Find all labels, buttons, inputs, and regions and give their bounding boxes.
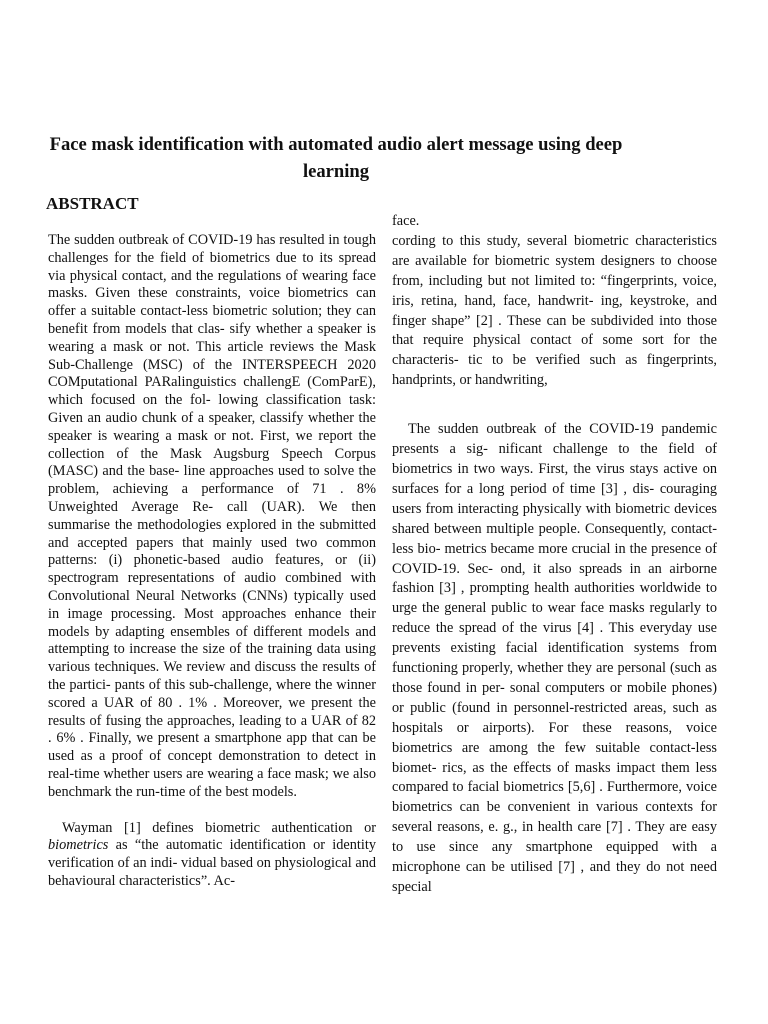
- right-column: [392, 212, 717, 898]
- intro-text-start: Wayman [1] defines biometric authentication or: [62, 819, 376, 836]
- left-column: [48, 232, 376, 891]
- abstract-paragraph: The sudden outbreak of COVID-19 has resulted in tough challenges for the field of biometrics due to its spread via physical contact, and the regulations of wearing face masks. Given these constraints, voice biometrics can offer a suitable contact-less biometric solution; they can benefit from models that clas- sify whether a speaker is wearing a mask or not. This article reviews the Mask Sub-Challenge (MSC) of the INTERSPEECH 2020 COMputational PARalinguistics challengE (ComParE), which focused on the fol- lowing classification task: Given an audio chunk of a speaker, classify whether the speaker is wearing a mask or not. First, we report the collection of the Mask Augsburg Speech Corpus (MASC) and the base- line approaches used to solve the problem, achieving a performance of 71 . 8% Unweighted Average Re- call (UAR). We then summarise the methodologies explored in the submitted and accepted papers that mainly used two common patterns: (i) phonetic-based audio features, or (ii) spectrogram representations of audio combined with Convolutional Neural Networks (CNNs) typically used in image processing. Most approaches enhance their models by adapting ensembles of different models and attempting to increase the size of the training data using various techniques. We review and discuss the results of the partici- pants of this sub-challenge, where the winner scored a UAR of 80 . 1% . Moreover, we present the results of fusing the approaches, leading to a UAR of 82 . 6% . Finally, we present a smartphone app that can be used as a proof of concept demonstration to detect in real-time whether users are wearing a face mask; we also benchmark the run-time of the best models.: [48, 232, 376, 800]
- intro-term: biometrics: [48, 837, 109, 854]
- covid-challenge-paragraph: The sudden outbreak of the COVID-19 pandemic presents a sig- nificant challenge to the field of biometrics in two ways. First, the virus stays active on surfaces for a long period of time [3] , dis- couraging users from interacting physically with biometric devices shared between multiple people. Consequently, contact-less bio- metrics became more crucial in the presence of COVID-19. Sec- ond, it also spreads in an airborne fashion [3] , prompting health authorities worldwide to urge the general public to wear face masks regularly to reduce the spread of the virus [4] . This everyday use prevents existing facial identification systems from functioning properly, whether they are personal (such as those found in per- sonal computers or mobile phones) or public (found in personnel-restricted areas, such as hospitals or airports). For these reasons, voice biometrics are among the few suitable contact-less biomet- rics, as the effects of masks impact them less compared to facial biometrics [5,6] . Furthermore, voice biometrics can be convenient in various contexts for several reasons, e. g., in health care [7] . They are easy to use since any smartphone equipped with a microphone can be utilised [7] , and they do not need special: [392, 421, 717, 895]
- column-fragment: face.: [392, 213, 420, 229]
- intro-paragraph: [48, 820, 376, 891]
- abstract-heading: ABSTRACT: [46, 194, 139, 213]
- intro-text-end: as “the automatic identification or identity verification of an indi- vidual based on physiological and behavioural characteristics”. Ac-: [48, 837, 376, 889]
- biometric-characteristics-paragraph: cording to this study, several biometric characteristics are available for biometric system designers to choose from, including but not limited to: “fingerprints, voice, iris, retina, hand, face, handwrit- ing, keystroke, and finger shape” [2] . These can be subdivided into those that require physical contact of some sort for the characteris- tic to be verified such as fingerprints, handprints, or handwriting,: [392, 232, 717, 389]
- paper-title: Face mask identification with automated audio alert message using deep learning: [49, 134, 623, 182]
